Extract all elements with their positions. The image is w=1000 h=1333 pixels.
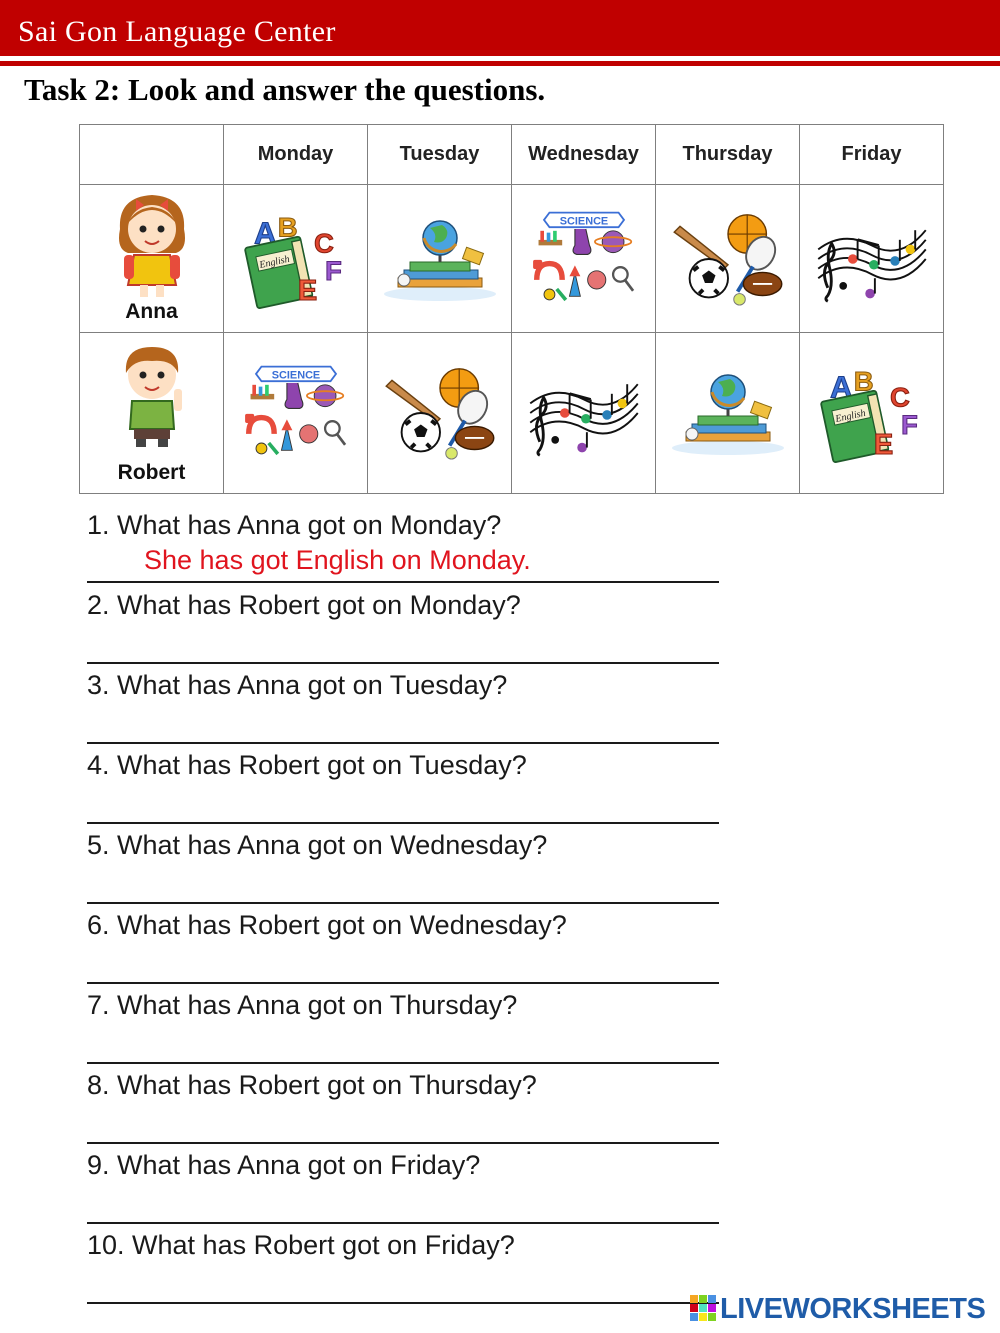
header-bar (0, 0, 1000, 56)
question-8: 8. What has Robert got on Thursday? (87, 1070, 537, 1100)
music-notes-icon (810, 211, 934, 307)
question-3: 3. What has Anna got on Tuesday? (87, 670, 508, 700)
person-cell-anna (80, 185, 224, 333)
sports-balls-icon (666, 211, 790, 307)
answer-line-7[interactable] (87, 1062, 719, 1064)
answer-line-2[interactable] (87, 662, 719, 664)
question-6: 6. What has Robert got on Wednesday? (87, 910, 567, 940)
day-header-thursday: Thursday (656, 125, 800, 185)
subject-cell (800, 333, 944, 494)
day-header-tuesday: Tuesday (368, 125, 512, 185)
question-4: 4. What has Robert got on Tuesday? (87, 750, 527, 780)
subject-cell (800, 185, 944, 333)
girl-avatar-icon (110, 189, 194, 299)
answer-line-9[interactable] (87, 1222, 719, 1224)
sports-balls-icon (378, 365, 502, 461)
question-1: 1. What has Anna got on Monday? (87, 510, 502, 540)
answer-line-1[interactable] (87, 581, 719, 583)
liveworksheets-logo[interactable] (690, 1292, 985, 1326)
liveworksheets-logo-text: LIVEWORKSHEETS (720, 1292, 986, 1325)
question-5: 5. What has Anna got on Wednesday? (87, 830, 548, 860)
subject-cell (368, 185, 512, 333)
question-2: 2. What has Robert got on Monday? (87, 590, 521, 620)
music-notes-icon (522, 365, 646, 461)
question-9: 9. What has Anna got on Friday? (87, 1150, 481, 1180)
boy-avatar-icon (110, 337, 194, 447)
answer-line-10[interactable] (87, 1302, 719, 1304)
science-icon (529, 209, 639, 309)
answer-line-6[interactable] (87, 982, 719, 984)
subject-cell (656, 333, 800, 494)
corner-cell (80, 125, 224, 185)
person-name-robert: Robert (117, 461, 186, 484)
task-title: Task 2: Look and answer the questions. (24, 72, 546, 107)
english-book-icon (241, 209, 351, 309)
science-icon (241, 363, 351, 463)
subject-cell (512, 185, 656, 333)
answer-1[interactable]: She has got English on Monday. (144, 545, 531, 575)
person-name-anna: Anna (125, 300, 178, 323)
subject-cell (656, 185, 800, 333)
subject-cell (224, 185, 368, 333)
answer-line-4[interactable] (87, 822, 719, 824)
day-header-monday: Monday (224, 125, 368, 185)
answer-line-8[interactable] (87, 1142, 719, 1144)
day-header-friday: Friday (800, 125, 944, 185)
english-book-icon (817, 363, 927, 463)
subject-cell (368, 333, 512, 494)
subject-cell (224, 333, 368, 494)
center-title: Sai Gon Language Center (18, 15, 336, 48)
question-7: 7. What has Anna got on Thursday? (87, 990, 518, 1020)
liveworksheets-logo-icon (690, 1295, 716, 1323)
person-cell-robert (80, 333, 224, 494)
geography-globe-icon (380, 214, 500, 304)
answer-line-5[interactable] (87, 902, 719, 904)
question-10: 10. What has Robert got on Friday? (87, 1230, 515, 1260)
answer-line-3[interactable] (87, 742, 719, 744)
geography-globe-icon (668, 368, 788, 458)
day-header-wednesday: Wednesday (512, 125, 656, 185)
header-divider (0, 61, 1000, 66)
subject-cell (512, 333, 656, 494)
timetable (79, 124, 944, 494)
